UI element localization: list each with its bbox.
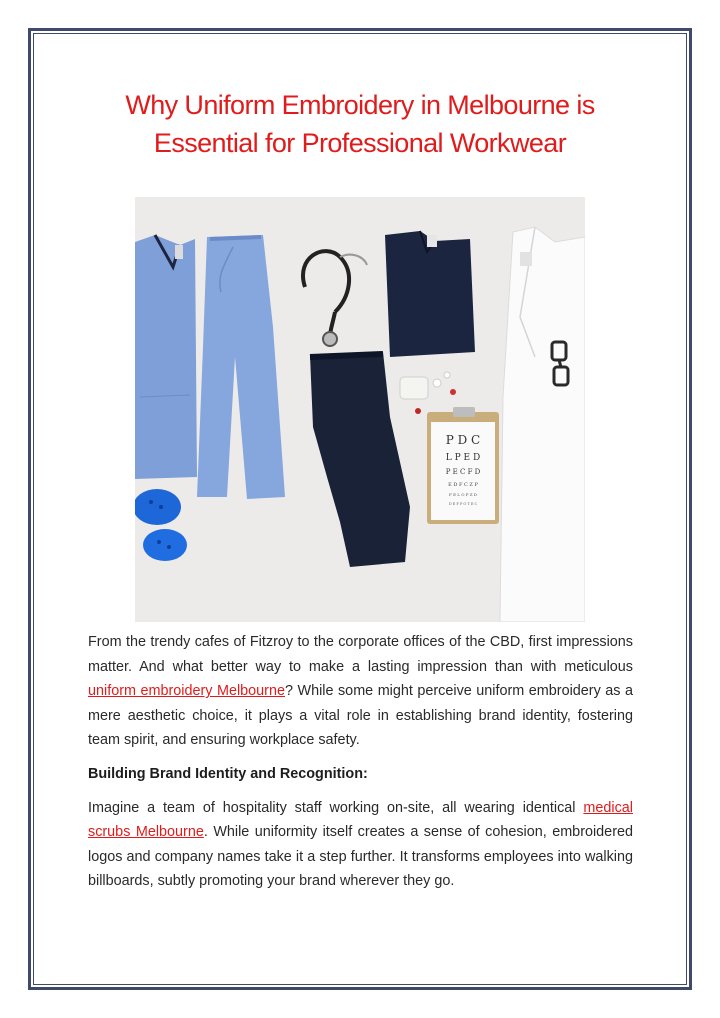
white-lab-coat [500, 227, 585, 622]
hero-image-medical-uniforms [135, 197, 585, 622]
brand-identity-paragraph [88, 796, 633, 894]
intro-paragraph [88, 630, 633, 753]
eye-chart-row-4: E D F C Z P [448, 482, 478, 488]
eye-chart-row-6: D E F P O T E C [448, 502, 478, 506]
paragraph-text: Imagine a team of hospitality staff working on-site, all wearing identical [88, 799, 584, 816]
eye-chart-row-3: P E C F D [445, 468, 481, 476]
navy-scrub-top [385, 231, 475, 357]
paragraph-text: From the trendy cafes of Fitzroy to the corporate offices of the CBD, first impressions matter. And what better way to make a lasting impression than with meticulous [88, 634, 633, 675]
eye-chart-row-2: L P E D [445, 453, 481, 463]
title-line-1: Why Uniform Embroidery in Melbourne is [125, 90, 595, 120]
title-line-2: Essential for Professional Workwear [153, 128, 567, 158]
article-body [88, 630, 633, 903]
medical-scrubs-link[interactable]: medical scrubs Melbourne [88, 799, 633, 841]
eye-chart-clipboard [427, 407, 499, 524]
paragraph-text: ? While some might perceive uniform embroidery as a mere aesthetic choice, it plays a vital role in establishing brand identity, fostering team spirit, and ensuring workplace safety. [88, 683, 633, 749]
paragraph-text: . While uniformity itself creates a sense of cohesion, embroidered logos and company names take it a step further. It transforms employees into walking billboards, subtly promoting your brand wherever they go. [88, 824, 633, 890]
page-title [60, 86, 660, 162]
eye-chart-row-5: F E L O P Z D [449, 492, 477, 497]
section-heading: Building Brand Identity and Recognition: [88, 765, 368, 782]
blue-scrub-top [135, 235, 197, 479]
uniform-embroidery-link[interactable]: uniform embroidery Melbourne [88, 683, 285, 700]
eye-chart-row-1: P D C [445, 433, 481, 447]
